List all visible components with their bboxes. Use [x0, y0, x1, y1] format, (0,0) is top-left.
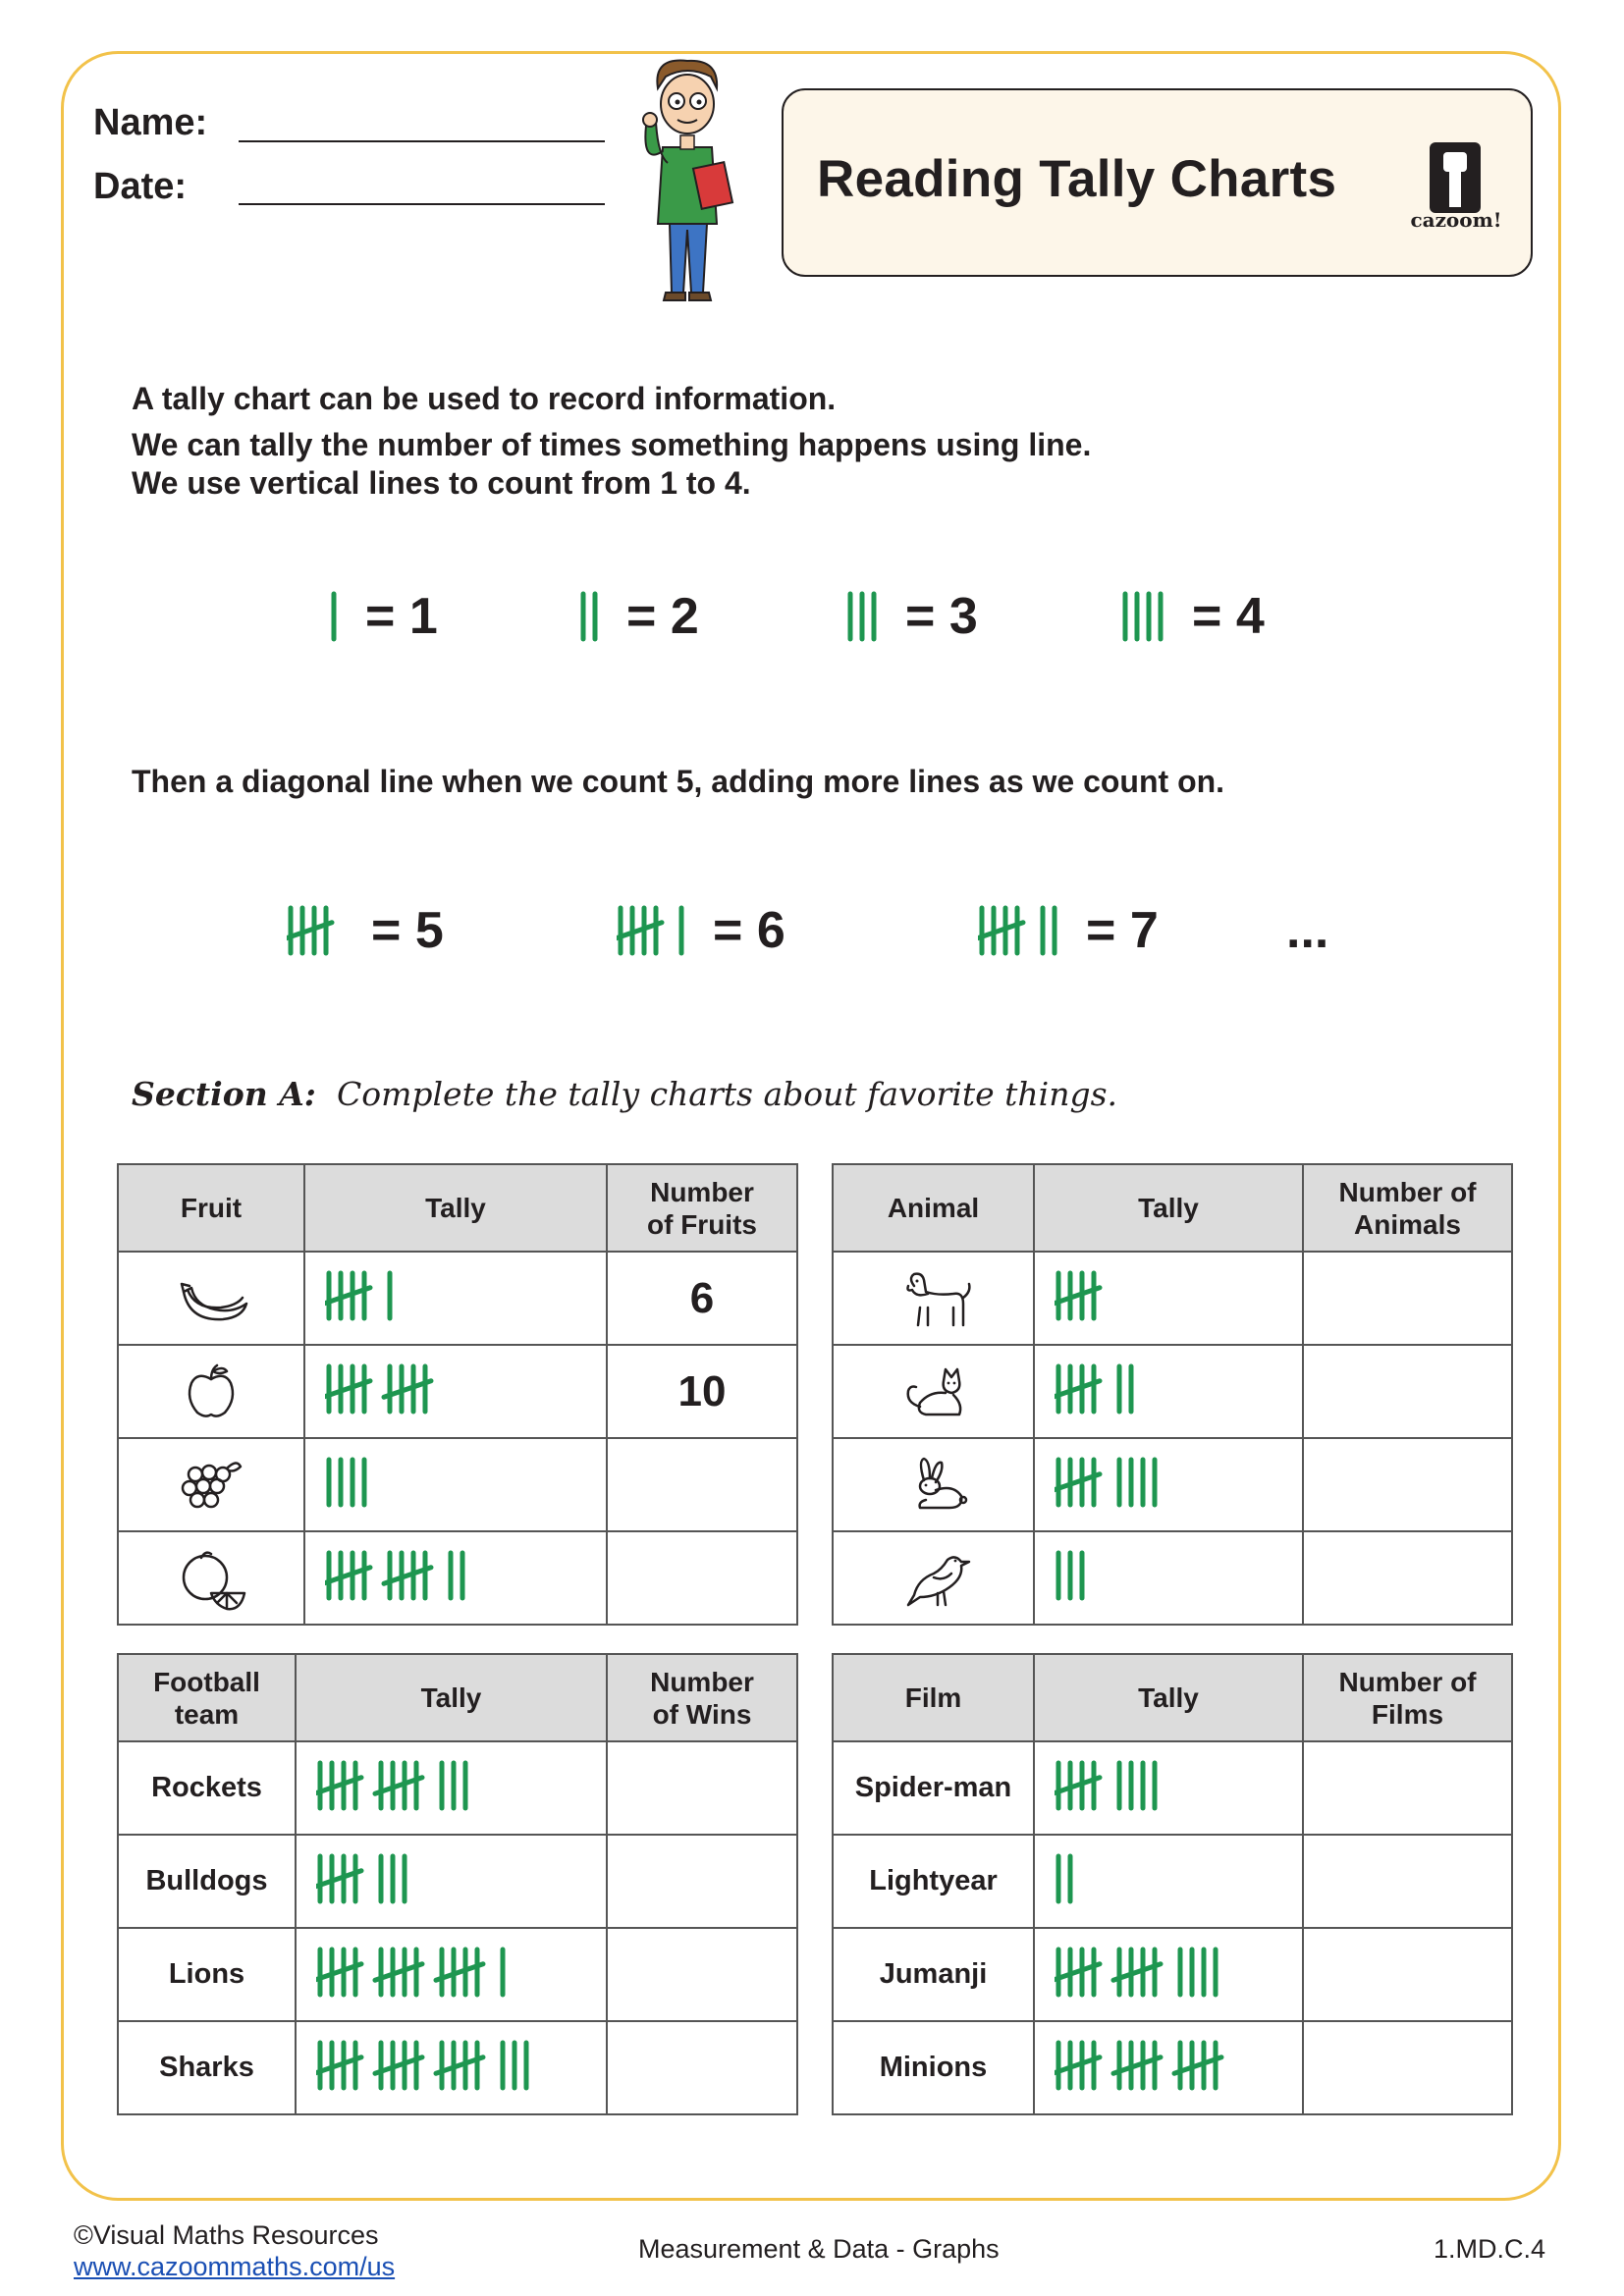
- tally-cell: [1034, 1835, 1303, 1928]
- tally-example-2: [579, 587, 699, 646]
- grapes-icon: [172, 1451, 250, 1520]
- footer-copyright: ©Visual Maths Resources: [74, 2220, 379, 2250]
- tally-marks: [1055, 1549, 1100, 1602]
- tally-example-value: = 7: [1086, 902, 1159, 959]
- orange-icon: [172, 1544, 250, 1613]
- number-answer-cell[interactable]: [1303, 1531, 1512, 1625]
- name-field[interactable]: [239, 140, 605, 142]
- tally-cell: [304, 1438, 607, 1531]
- tally-cell: [304, 1531, 607, 1625]
- apple-icon: [172, 1358, 250, 1426]
- tally-cell: [1034, 1438, 1303, 1531]
- number-answer-cell[interactable]: [607, 1741, 797, 1835]
- page-title: Reading Tally Charts: [817, 150, 1337, 208]
- row-name: Sharks: [159, 2052, 254, 2083]
- header-number: Number of Films: [1303, 1654, 1512, 1741]
- bird-icon: [894, 1544, 973, 1613]
- section-a-label: Section A:: [132, 1075, 316, 1113]
- table-row: [833, 1531, 1512, 1625]
- title-box: [782, 88, 1533, 277]
- header-tally: Tally: [1034, 1164, 1303, 1252]
- tally-example-value: = 2: [626, 588, 699, 645]
- tally-cell: [304, 1252, 607, 1345]
- tally-cell: [1034, 1928, 1303, 2021]
- section-a-heading: [132, 1075, 1117, 1113]
- date-label: Date:: [93, 166, 188, 207]
- tally-marks: [579, 590, 613, 643]
- tally-marks: [316, 1852, 422, 1905]
- tally-marks: [1055, 1456, 1172, 1509]
- tally-cell: [1034, 1345, 1303, 1438]
- table-row: [118, 1928, 797, 2021]
- tally-marks: [846, 590, 892, 643]
- number-answer-cell[interactable]: [1303, 1438, 1512, 1531]
- row-name: Jumanji: [879, 1958, 988, 1990]
- header-team: Football team: [118, 1654, 296, 1741]
- table-row: [118, 1438, 797, 1531]
- tally-example-value: = 4: [1192, 588, 1265, 645]
- row-picture: [118, 1252, 304, 1345]
- tally-marks: [1055, 1759, 1172, 1812]
- tally-marks: [316, 1759, 483, 1812]
- tally-example-7: [978, 901, 1159, 960]
- intro-line-4: Then a diagonal line when we count 5, adding more lines as we count on.: [132, 764, 1225, 799]
- header-number: Number of Fruits: [607, 1164, 797, 1252]
- table-row: [118, 1252, 797, 1345]
- fruit-tally-table: [117, 1163, 798, 1626]
- tally-marks: [1055, 1852, 1088, 1905]
- rabbit-icon: [894, 1451, 973, 1520]
- film-tally-table: [832, 1653, 1513, 2115]
- row-name: Lightyear: [869, 1865, 998, 1896]
- tally-example-value: = 1: [365, 588, 438, 645]
- row-picture: [118, 1531, 304, 1625]
- row-name: Lions: [168, 1958, 245, 1990]
- number-answer-cell[interactable]: [1303, 1835, 1512, 1928]
- row-picture: [833, 1345, 1034, 1438]
- header-fruit: Fruit: [118, 1164, 304, 1252]
- row-label: [118, 1741, 296, 1835]
- row-label: [833, 1835, 1034, 1928]
- row-label: [833, 2021, 1034, 2114]
- intro-line-2: We can tally the number of times something happens using line.: [132, 427, 1092, 462]
- table-row: [833, 2021, 1512, 2114]
- tally-cell: [1034, 1252, 1303, 1345]
- number-answer-cell[interactable]: [1303, 2021, 1512, 2114]
- tally-cell: [1034, 1531, 1303, 1625]
- tally-marks: [1055, 1269, 1125, 1322]
- tally-marks: [325, 1362, 457, 1415]
- row-name: Spider-man: [854, 1772, 1012, 1803]
- tally-marks: [325, 1269, 407, 1322]
- animal-tally-table: [832, 1163, 1513, 1626]
- row-name: Rockets: [151, 1772, 262, 1803]
- table-row: [118, 2021, 797, 2114]
- row-label: [118, 1835, 296, 1928]
- row-label: [833, 1928, 1034, 2021]
- tally-marks: [1055, 2039, 1247, 2092]
- tally-cell: [1034, 2021, 1303, 2114]
- table-row: [833, 1345, 1512, 1438]
- tally-example-value: = 5: [371, 902, 444, 959]
- tally-cell: [296, 1928, 607, 2021]
- header-tally: Tally: [296, 1654, 607, 1741]
- tally-marks: [1055, 1362, 1149, 1415]
- table-row: [118, 1531, 797, 1625]
- table-row: [833, 1438, 1512, 1531]
- table-row: [833, 1928, 1512, 2021]
- number-answer-cell[interactable]: [607, 2021, 797, 2114]
- tally-example-5: [287, 901, 444, 960]
- header-tally: Tally: [304, 1164, 607, 1252]
- tally-example-6: [617, 901, 785, 960]
- header-tally: Tally: [1034, 1654, 1303, 1741]
- football-tally-table: [117, 1653, 798, 2115]
- number-answer-cell[interactable]: [607, 1531, 797, 1625]
- number-answer-cell[interactable]: [1303, 1252, 1512, 1345]
- row-picture: [118, 1438, 304, 1531]
- footer-url-link[interactable]: www.cazoommaths.com/us: [74, 2252, 396, 2281]
- number-answer-cell[interactable]: [1303, 1928, 1512, 2021]
- number-value: 6: [689, 1273, 715, 1322]
- row-name: Minions: [879, 2052, 988, 2083]
- table-row: [118, 1345, 797, 1438]
- tally-marks: [325, 1456, 382, 1509]
- tally-marks: [617, 904, 699, 957]
- tally-marks: [287, 904, 357, 957]
- header-film: Film: [833, 1654, 1034, 1741]
- logo-text: cazoom!: [1410, 208, 1502, 232]
- dog-icon: [894, 1264, 973, 1333]
- tally-example-value: = 6: [713, 902, 785, 959]
- header-number: Number of Animals: [1303, 1164, 1512, 1252]
- header-number: Number of Wins: [607, 1654, 797, 1741]
- number-answer-cell[interactable]: [607, 1252, 797, 1345]
- tally-cell: [296, 1741, 607, 1835]
- tally-cell: [1034, 1741, 1303, 1835]
- number-answer-cell[interactable]: [607, 1345, 797, 1438]
- tally-cell: [296, 2021, 607, 2114]
- tally-marks: [1121, 590, 1178, 643]
- date-field[interactable]: [239, 203, 605, 205]
- table-row: [833, 1741, 1512, 1835]
- footer-topic: Measurement & Data - Graphs: [638, 2234, 1000, 2264]
- row-label: [118, 1928, 296, 2021]
- number-answer-cell[interactable]: [1303, 1345, 1512, 1438]
- tally-cell: [304, 1345, 607, 1438]
- tally-example-4: [1121, 587, 1265, 646]
- number-answer-cell[interactable]: [607, 1835, 797, 1928]
- tally-example-3: [846, 587, 978, 646]
- number-answer-cell[interactable]: [1303, 1741, 1512, 1835]
- intro-line-3: We use vertical lines to count from 1 to 4.: [132, 465, 751, 501]
- banana-icon: [172, 1264, 250, 1333]
- row-picture: [118, 1345, 304, 1438]
- tally-marks: [1055, 1946, 1233, 1999]
- row-picture: [833, 1252, 1034, 1345]
- row-label: [833, 1741, 1034, 1835]
- intro-line-1: A tally chart can be used to record information.: [132, 381, 837, 416]
- tally-example-value: = 3: [905, 588, 978, 645]
- ellipsis: ...: [1286, 902, 1329, 959]
- table-row: [118, 1741, 797, 1835]
- tally-marks: [330, 590, 352, 643]
- tally-marks: [325, 1549, 480, 1602]
- tally-marks: [978, 904, 1072, 957]
- teacher-illustration: [628, 57, 756, 304]
- tally-example-1: [330, 587, 438, 646]
- name-label: Name:: [93, 102, 208, 143]
- header-animal: Animal: [833, 1164, 1034, 1252]
- table-row: [118, 1835, 797, 1928]
- cat-icon: [894, 1358, 973, 1426]
- tally-marks: [316, 2039, 544, 2092]
- number-answer-cell[interactable]: [607, 1438, 797, 1531]
- footer-standard-code: 1.MD.C.4: [1434, 2234, 1546, 2264]
- table-row: [833, 1835, 1512, 1928]
- row-picture: [833, 1531, 1034, 1625]
- section-a-instruction: Complete the tally charts about favorite things.: [336, 1075, 1117, 1113]
- row-label: [118, 2021, 296, 2114]
- tally-cell: [296, 1835, 607, 1928]
- row-name: Bulldogs: [145, 1865, 268, 1896]
- row-picture: [833, 1438, 1034, 1531]
- number-value: 10: [677, 1366, 727, 1415]
- tally-marks: [316, 1946, 520, 1999]
- table-row: [833, 1252, 1512, 1345]
- number-answer-cell[interactable]: [607, 1928, 797, 2021]
